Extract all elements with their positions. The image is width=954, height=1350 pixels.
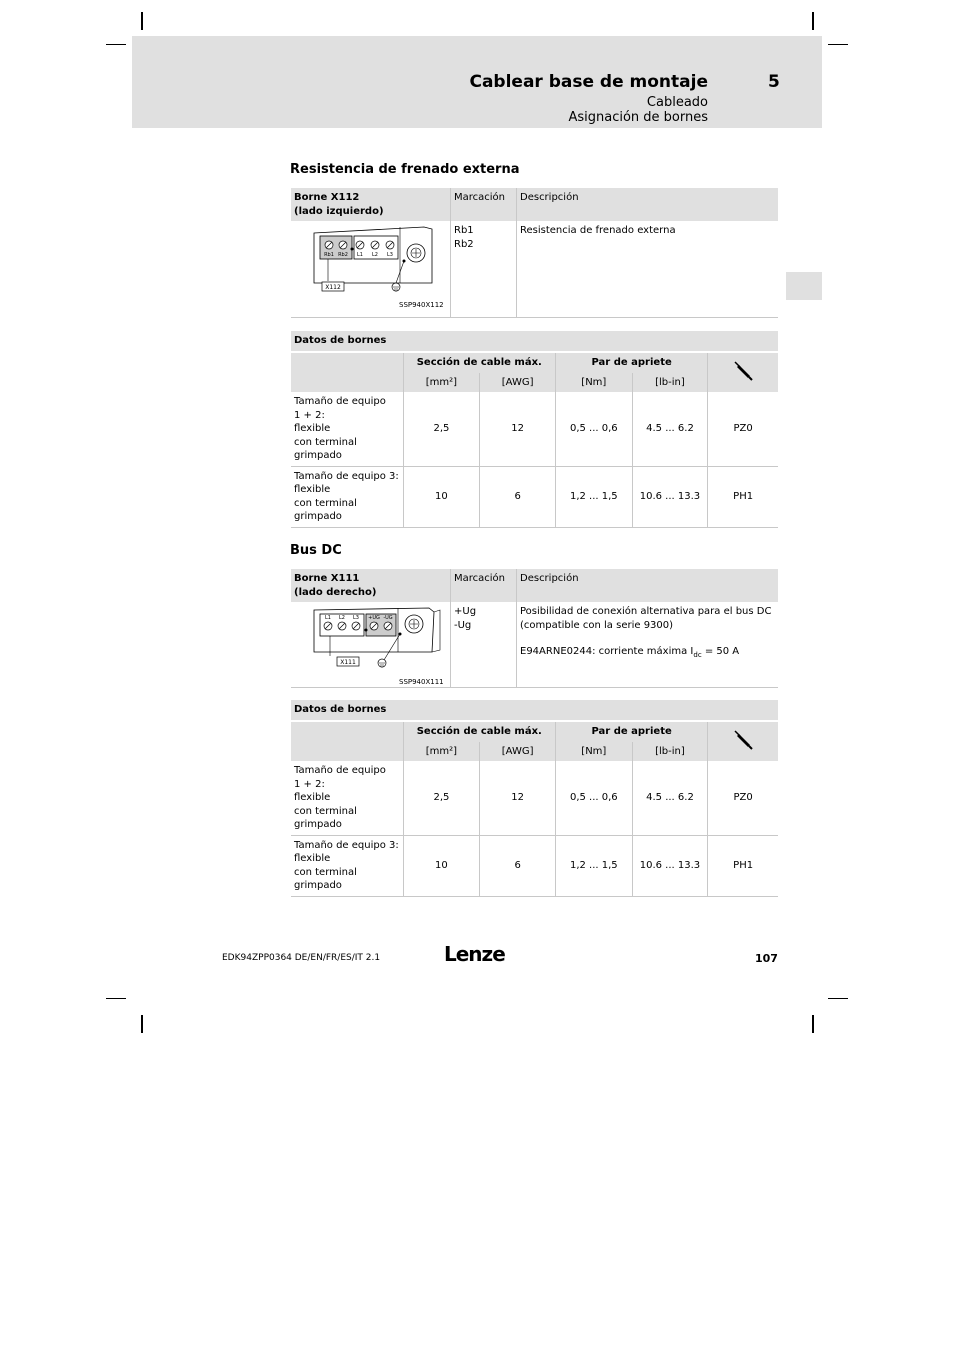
- chapter-number: 5: [768, 72, 780, 92]
- table-cell: 4.5 ... 6.2: [632, 761, 708, 835]
- terminal-label: L3: [387, 252, 393, 258]
- terminal-diagram: [294, 604, 444, 678]
- table-cell: PZ0: [708, 761, 778, 835]
- group-header: Par de apriete: [555, 352, 707, 373]
- row-label: Tamaño de equipo: [294, 396, 386, 407]
- terminal-label: L2: [339, 615, 345, 621]
- row-label: con terminal: [294, 866, 357, 878]
- crop-mark: [141, 1015, 143, 1033]
- table-cell: 10: [403, 466, 480, 527]
- crop-mark: [812, 12, 814, 30]
- desc-text: E94ARNE0244: corriente máxima I: [520, 646, 694, 657]
- table-cell: 1,2 ... 1,5: [555, 835, 632, 896]
- column-header: Marcación: [451, 569, 517, 602]
- image-caption: SSP940X112: [399, 301, 444, 309]
- unit-header: [AWG]: [480, 742, 556, 762]
- row-label: flexible: [294, 484, 331, 495]
- row-label: flexible: [294, 423, 331, 434]
- row-label: Tamaño de equipo 3:: [294, 839, 399, 851]
- table-cell: 10: [403, 835, 480, 896]
- row-label: con terminal: [294, 436, 357, 448]
- table-title: Datos de bornes: [294, 704, 387, 715]
- lenze-logo: Lenze: [444, 942, 505, 966]
- description: Posibilidad de conexión alternativa para el bus DC: [520, 606, 772, 617]
- terminal-table: [291, 188, 778, 318]
- table-cell: PH1: [708, 466, 778, 527]
- table-cell: 6: [480, 835, 556, 896]
- terminal-data-table: [291, 331, 778, 528]
- row-label: grimpado: [294, 511, 342, 522]
- side-tab: [786, 272, 822, 300]
- screwdriver-icon: [732, 359, 754, 381]
- row-label: grimpado: [294, 450, 342, 461]
- column-header: Borne X112: [294, 192, 360, 203]
- page-title: Cablear base de montaje: [469, 72, 708, 92]
- terminal-data-table: [291, 700, 778, 897]
- row-label: flexible: [294, 853, 331, 864]
- unit-header: [lb-in]: [632, 373, 708, 393]
- row-label: 1 + 2:: [294, 409, 325, 421]
- table-cell: 0,5 ... 0,6: [555, 761, 632, 835]
- row-label: Tamaño de equipo: [294, 765, 386, 776]
- table-cell: 2,5: [403, 761, 480, 835]
- crop-mark: [828, 998, 848, 999]
- desc-text: = 50 A: [701, 646, 740, 657]
- table-cell: 0,5 ... 0,6: [555, 392, 632, 466]
- terminal-label: L2: [372, 252, 378, 258]
- column-header: (lado izquierdo): [294, 205, 384, 217]
- table-cell: 6: [480, 466, 556, 527]
- unit-header: [lb-in]: [632, 742, 708, 762]
- column-header: Descripción: [517, 188, 779, 221]
- unit-header: [AWG]: [480, 373, 556, 393]
- crop-mark: [106, 44, 126, 45]
- group-header: Par de apriete: [555, 721, 707, 742]
- row-label: con terminal: [294, 805, 357, 817]
- row-label: 1 + 2:: [294, 778, 325, 790]
- unit-header: [mm²]: [403, 742, 480, 762]
- document-code: EDK94ZPP0364 DE/EN/FR/ES/IT 2.1: [222, 953, 381, 963]
- table-title: Datos de bornes: [294, 335, 387, 346]
- section-title: Bus DC: [290, 543, 342, 558]
- column-header: Descripción: [517, 569, 779, 602]
- description: (compatible con la serie 9300): [520, 619, 674, 631]
- terminal-id: X112: [325, 284, 341, 291]
- column-header: Borne X111: [294, 573, 360, 584]
- table-cell: 10.6 ... 13.3: [632, 466, 708, 527]
- row-label: flexible: [294, 792, 331, 803]
- header-subtitle: Cableado: [646, 95, 708, 110]
- table-cell: 4.5 ... 6.2: [632, 392, 708, 466]
- table-cell: 10.6 ... 13.3: [632, 835, 708, 896]
- table-cell: 12: [480, 761, 556, 835]
- row-label: grimpado: [294, 819, 342, 830]
- description: Resistencia de frenado externa: [517, 221, 779, 318]
- row-label: grimpado: [294, 880, 342, 891]
- marking: -Ug: [454, 619, 472, 631]
- crop-mark: [106, 998, 126, 999]
- terminal-diagram: [294, 223, 444, 307]
- marking: Rb2: [454, 238, 474, 250]
- terminal-table: [291, 569, 778, 688]
- column-header: (lado derecho): [294, 586, 377, 598]
- terminal-label: L3: [353, 615, 359, 621]
- table-cell: PH1: [708, 835, 778, 896]
- marking: Rb1: [454, 225, 474, 236]
- terminal-label: +UG: [368, 615, 380, 621]
- table-cell: PZ0: [708, 392, 778, 466]
- terminal-label: Rb2: [338, 252, 348, 258]
- column-header: Marcación: [451, 188, 517, 221]
- header-subtitle: Asignación de bornes: [568, 110, 708, 125]
- crop-mark: [812, 1015, 814, 1033]
- unit-header: [Nm]: [555, 373, 632, 393]
- terminal-label: -UG: [383, 615, 393, 621]
- crop-mark: [141, 12, 143, 30]
- terminal-id: X111: [340, 659, 356, 666]
- group-header: Sección de cable máx.: [403, 721, 555, 742]
- screwdriver-icon: [732, 728, 754, 750]
- row-label: con terminal: [294, 497, 357, 509]
- section-title: Resistencia de frenado externa: [290, 162, 520, 177]
- description: [520, 645, 775, 663]
- row-label: Tamaño de equipo 3:: [294, 470, 399, 482]
- table-cell: 1,2 ... 1,5: [555, 466, 632, 527]
- terminal-label: Rb1: [324, 252, 334, 258]
- group-header: Sección de cable máx.: [403, 352, 555, 373]
- desc-subscript: dc: [693, 651, 702, 659]
- unit-header: [mm²]: [403, 373, 480, 393]
- table-cell: 2,5: [403, 392, 480, 466]
- page-number: 107: [755, 952, 778, 965]
- crop-mark: [828, 44, 848, 45]
- unit-header: [Nm]: [555, 742, 632, 762]
- terminal-label: L1: [325, 615, 331, 621]
- image-caption: SSP940X111: [399, 678, 444, 686]
- marking: +Ug: [454, 606, 477, 617]
- terminal-label: L1: [357, 252, 363, 258]
- table-cell: 12: [480, 392, 556, 466]
